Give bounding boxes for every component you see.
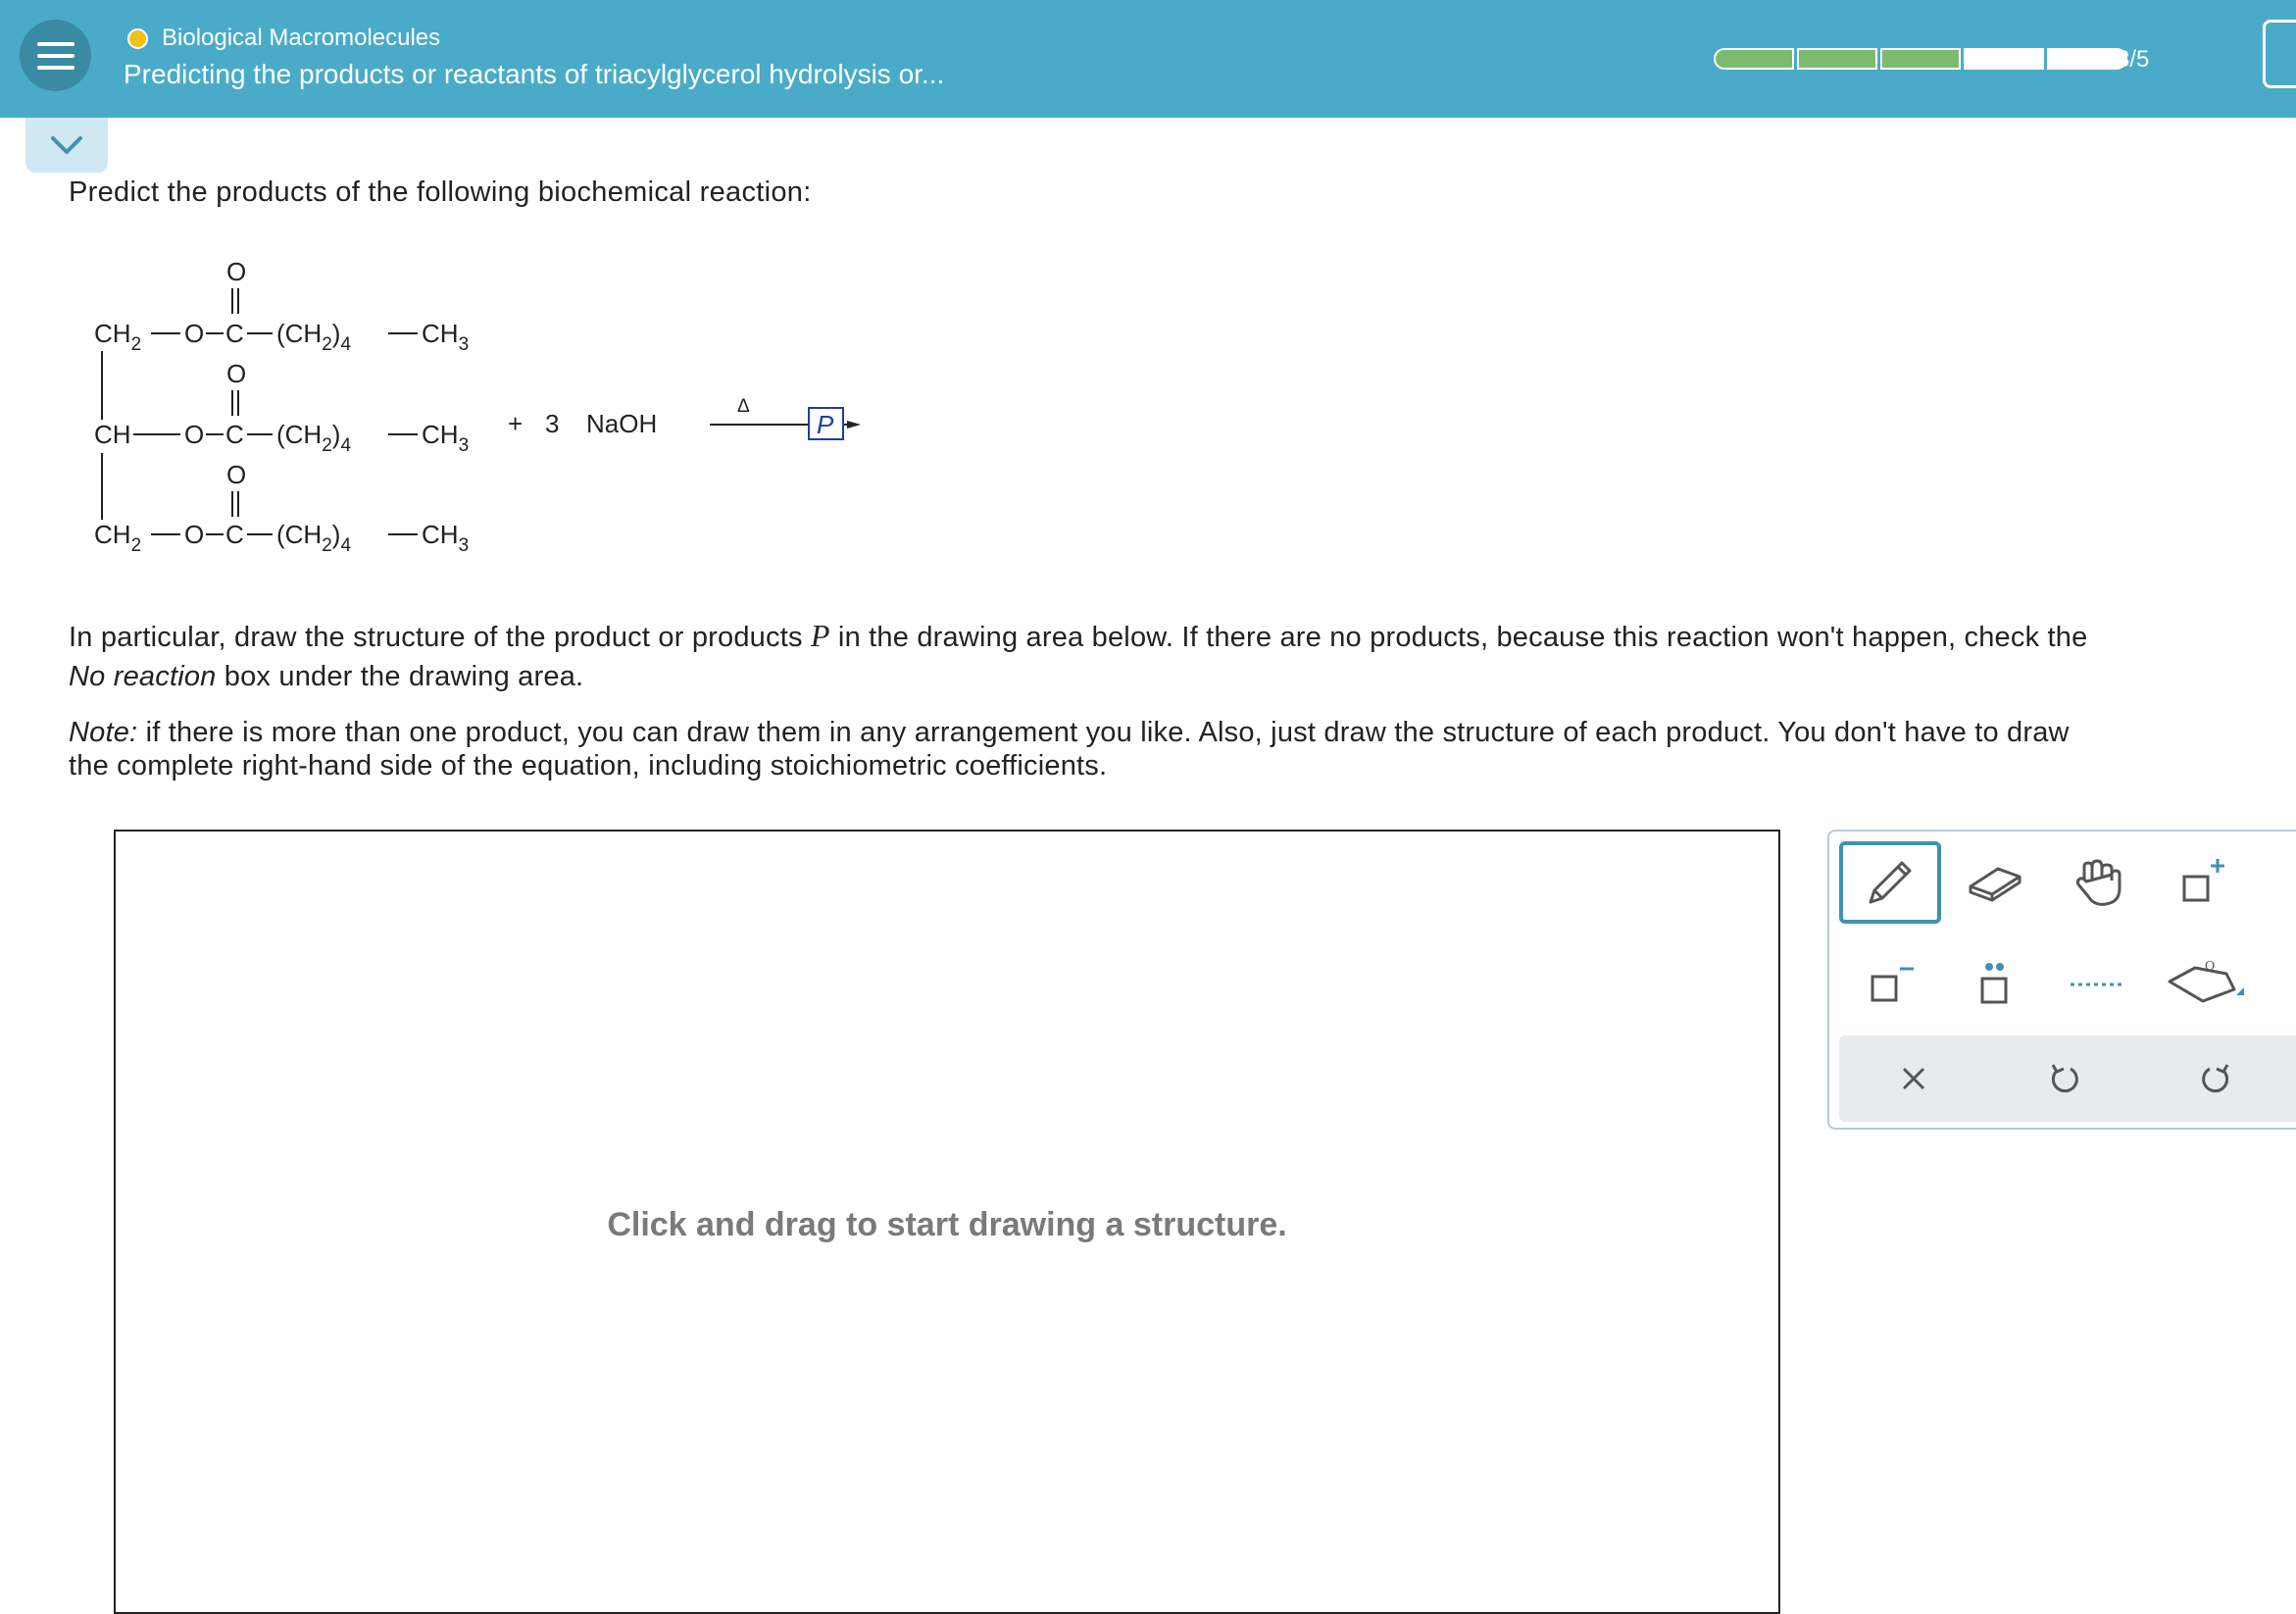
undo-icon	[2047, 1061, 2082, 1096]
progress-segment	[2047, 48, 2127, 70]
ring-template-icon	[2158, 948, 2246, 1017]
topic-status-dot-icon	[127, 28, 148, 49]
product-label: P	[817, 410, 834, 439]
pencil-icon	[1859, 851, 1922, 914]
drawing-canvas[interactable]	[114, 830, 1780, 1614]
chain-group: $(CH_2)_4$	[276, 520, 352, 556]
reagent-label: NaOH	[586, 409, 658, 438]
carbonyl-oxygen: O	[226, 460, 247, 489]
dashed-bond-tool[interactable]	[2047, 941, 2149, 1024]
chain-group: $(CH_2)_4$	[276, 420, 352, 456]
page-title: Predicting the products or reactants of triacylglycerol hydrolysis or...	[124, 59, 945, 89]
pencil-tool[interactable]	[1839, 841, 1941, 924]
lone-pair-tool[interactable]	[1943, 941, 2045, 1024]
minus-charge-icon	[1859, 951, 1922, 1014]
carbonyl-oxygen: O	[226, 257, 247, 286]
progress-segment	[1714, 48, 1794, 70]
note-paragraph: Note: if there is more than one product, you can draw them in any arrangement you like. Also, just draw the structure of each product. You don't have to draw the complete right-hand side of the equation, including stoichiometric coefficients.	[69, 717, 2070, 782]
carbonyl-oxygen: O	[226, 359, 247, 388]
collapse-toggle[interactable]	[25, 118, 108, 173]
topic-label: Biological Macromolecules	[162, 25, 441, 51]
methyl-group: $CH_3$	[422, 520, 470, 556]
backbone-label: CH	[94, 420, 131, 449]
ring-template-tool[interactable]	[2151, 941, 2253, 1024]
note-label: Note:	[69, 717, 138, 748]
chevron-down-icon	[49, 134, 84, 156]
menu-line-icon	[37, 66, 75, 70]
instructions-paragraph: In particular, draw the structure of the product or products P in the drawing area below. If there are no products, because this reaction won't happen, check the No reaction box under the drawing area.	[69, 618, 2088, 692]
eraser-tool[interactable]	[1943, 841, 2045, 924]
backbone-label: $CH_2$	[94, 520, 142, 556]
clear-icon	[1898, 1063, 1929, 1094]
eraser-icon	[1963, 851, 2025, 914]
hand-tool[interactable]	[2047, 841, 2149, 924]
coefficient: 3	[545, 409, 560, 438]
product-symbol: P	[810, 618, 830, 653]
plus-sign: +	[508, 409, 524, 438]
carbonyl-carbon: C	[225, 420, 244, 449]
dashed-bond-icon	[2067, 951, 2129, 1014]
no-reaction-term: No reaction	[69, 661, 217, 692]
ester-row-1	[94, 257, 469, 355]
carbonyl-carbon: C	[225, 520, 244, 549]
progress-segment	[1964, 48, 2044, 70]
carbonyl-carbon: C	[225, 319, 244, 348]
heat-condition: Δ	[737, 396, 750, 417]
clear-button[interactable]	[1884, 1049, 1943, 1108]
progress-bar	[1714, 48, 2127, 70]
redo-button[interactable]	[2186, 1049, 2245, 1108]
action-row	[1839, 1035, 2296, 1122]
drawing-hint: Click and drag to start drawing a structure.	[607, 1206, 1287, 1243]
ester-row-2	[94, 359, 469, 456]
drawing-toolbar	[1827, 830, 2296, 1130]
undo-button[interactable]	[2035, 1049, 2094, 1108]
chain-group: $(CH_2)_4$	[276, 319, 352, 355]
add-charge-icon	[2171, 851, 2233, 914]
ester-oxygen: O	[184, 520, 205, 549]
progress-segment	[1797, 48, 1877, 70]
methyl-group: $CH_3$	[422, 420, 470, 456]
remove-charge-tool[interactable]	[1839, 941, 1941, 1024]
menu-line-icon	[37, 54, 75, 58]
reaction-diagram	[78, 245, 882, 569]
menu-line-icon	[37, 42, 75, 46]
progress-segment	[1880, 48, 1961, 70]
side-panel-button[interactable]	[2263, 20, 2296, 88]
question-prompt: Predict the products of the following biochemical reaction:	[69, 177, 812, 208]
svg-text:O: O	[2205, 959, 2216, 974]
methyl-group: $CH_3$	[422, 319, 470, 355]
menu-button[interactable]	[20, 20, 91, 91]
header-bar	[0, 0, 2296, 118]
hand-icon	[2067, 851, 2129, 914]
redo-icon	[2198, 1061, 2233, 1096]
add-charge-tool[interactable]	[2151, 841, 2253, 924]
ester-row-3	[94, 460, 469, 556]
progress-count: 3/5	[2117, 46, 2150, 73]
backbone-label: $CH_2$	[94, 319, 142, 355]
ester-oxygen: O	[184, 420, 205, 449]
lone-pair-icon	[1963, 951, 2025, 1014]
ester-oxygen: O	[184, 319, 205, 348]
